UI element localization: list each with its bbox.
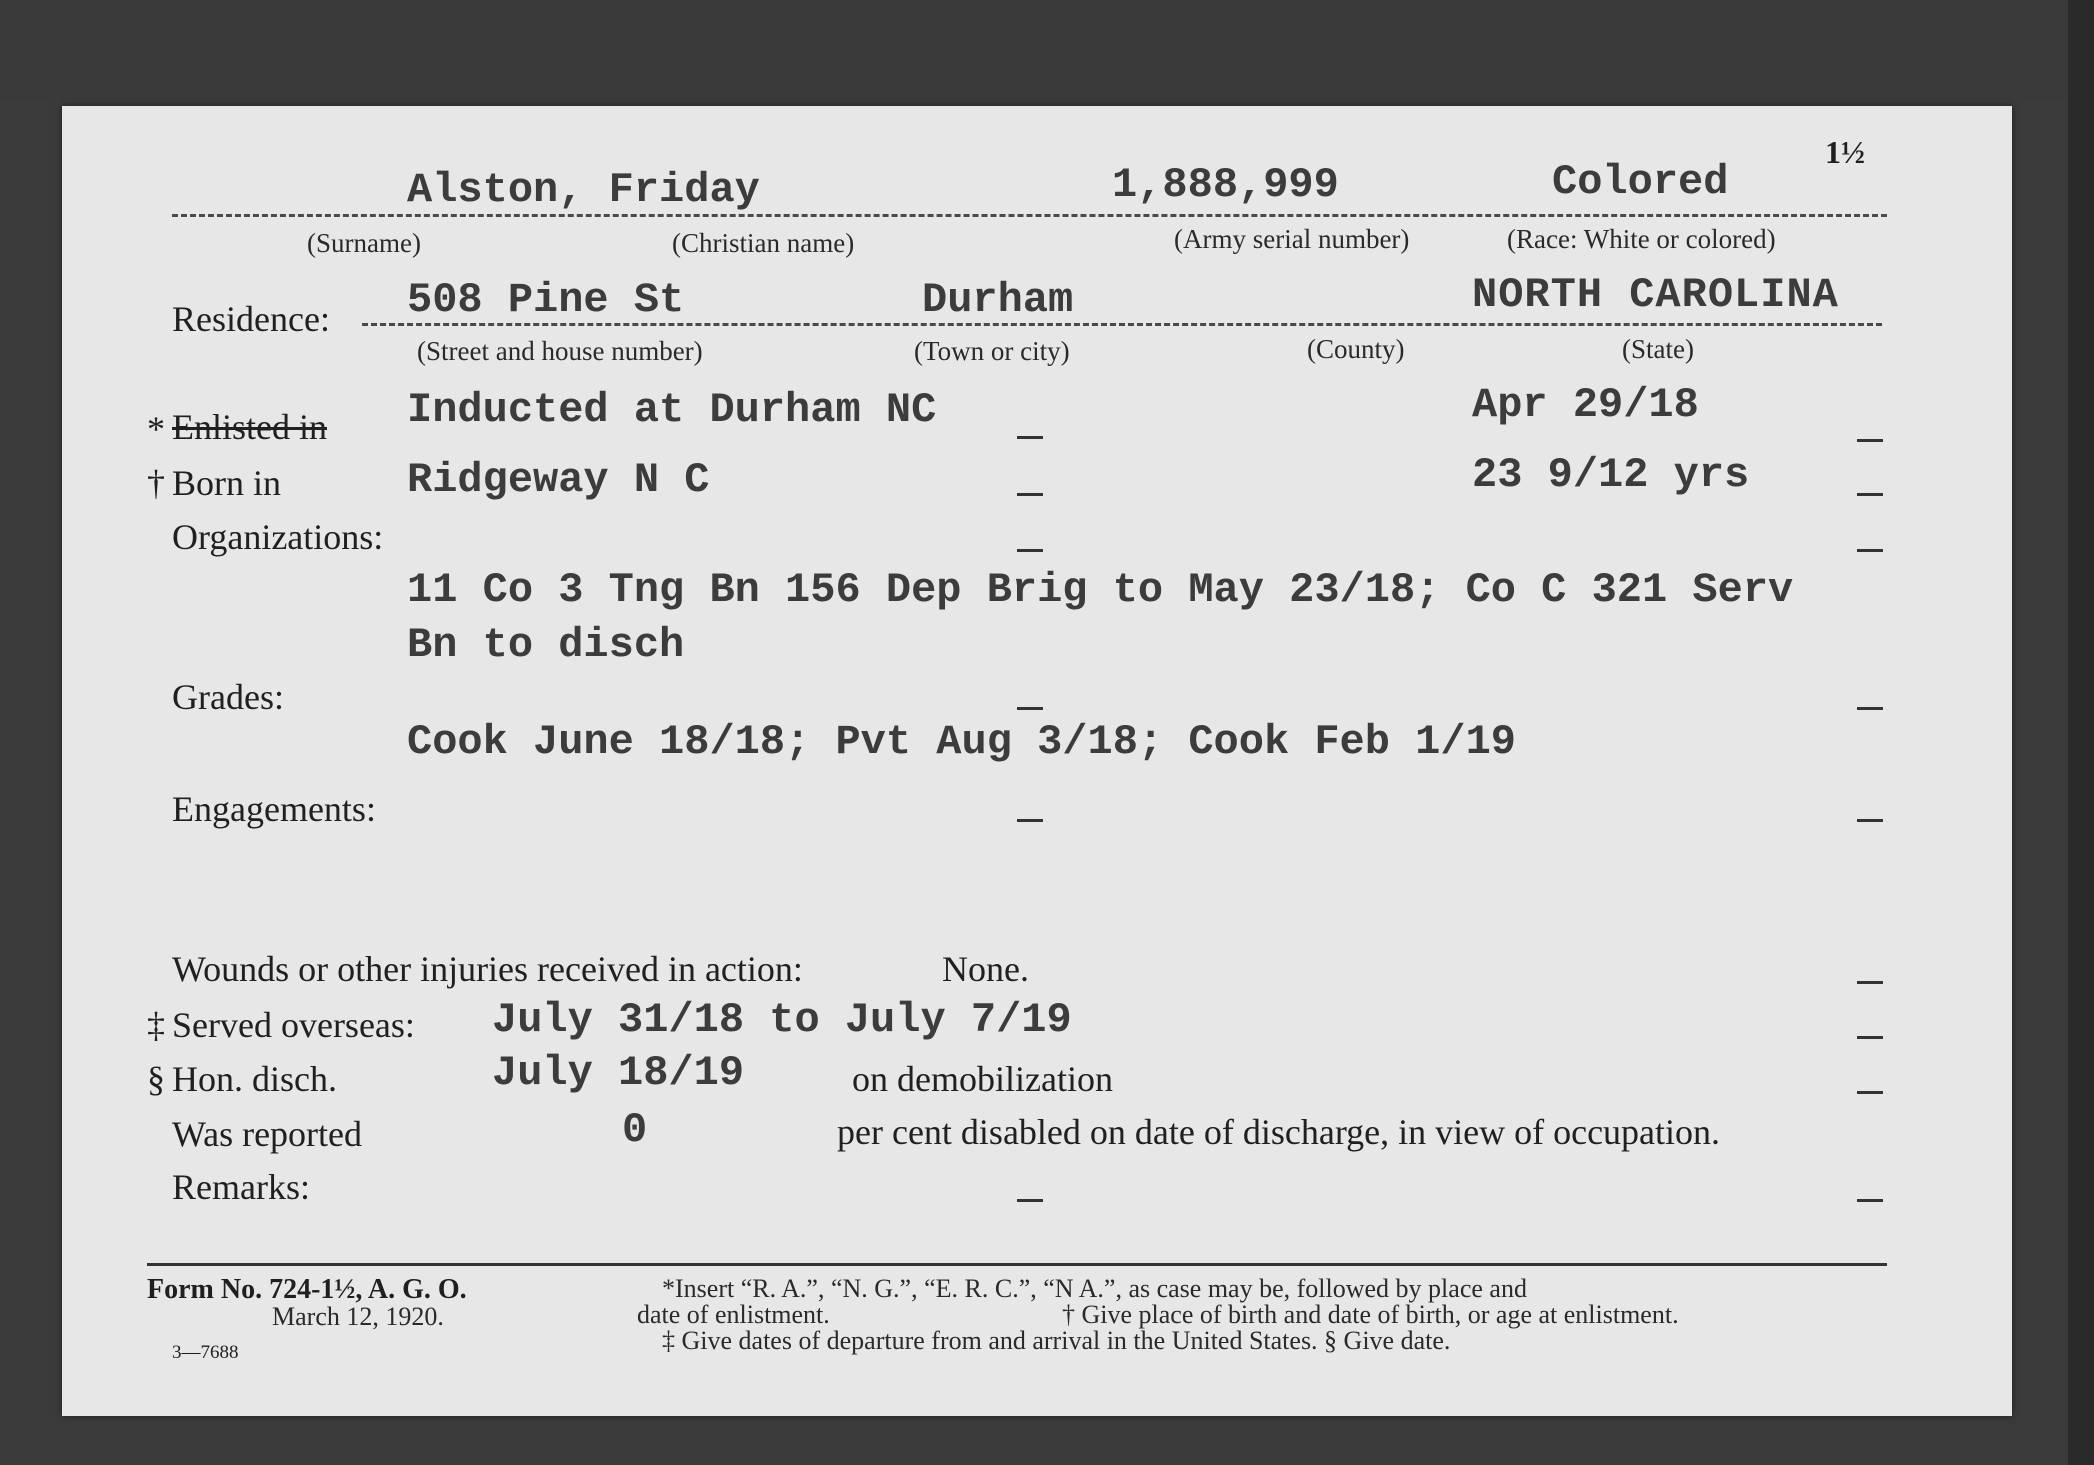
organizations-label: Organizations:: [172, 517, 384, 557]
born-marker: †: [147, 463, 165, 503]
tick-mid-3: [1017, 549, 1043, 552]
grades-label: Grades:: [172, 677, 284, 717]
grades-value: Cook June 18/18; Pvt Aug 3/18; Cook Feb 1/19: [407, 718, 1516, 766]
caption-race: (Race: White or colored): [1507, 224, 1776, 254]
organizations-line2: Bn to disch: [407, 621, 685, 669]
tick-mid-4: [1017, 707, 1043, 710]
tick-right-1: [1857, 439, 1883, 442]
born-age: 23 9/12 yrs: [1472, 451, 1750, 499]
corner-mark: 1½: [1825, 134, 1865, 170]
wounds-value: None.: [942, 949, 1029, 989]
tick-right-8: [1857, 1091, 1883, 1094]
reported-label: Was reported: [172, 1114, 363, 1154]
tick-right-2: [1857, 493, 1883, 496]
discharge-label: Hon. disch.: [172, 1059, 337, 1099]
name-dash-line: [172, 214, 1887, 217]
enlisted-marker: *: [147, 409, 165, 449]
caption-town: (Town or city): [914, 336, 1070, 366]
overseas-label: Served overseas:: [172, 1005, 415, 1045]
background-edge: [2068, 0, 2094, 1465]
tick-right-6: [1857, 981, 1883, 984]
tick-mid-9: [1017, 1199, 1043, 1202]
organizations-line1: 11 Co 3 Tng Bn 156 Dep Brig to May 23/18; Co C 321 Serv: [407, 566, 1794, 614]
background-top: [0, 0, 2094, 100]
residence-street: 508 Pine St: [407, 276, 685, 324]
tick-right-9: [1857, 1199, 1883, 1202]
discharge-value: July 18/19: [492, 1049, 745, 1097]
footnote-2b: † Give place of birth and date of birth, or age at enlistment.: [1062, 1300, 1679, 1329]
caption-state: (State): [1622, 334, 1694, 364]
wounds-label: Wounds or other injuries received in action:: [172, 949, 803, 989]
tick-mid-5: [1017, 819, 1043, 822]
surname-value: Alston, Friday: [407, 166, 760, 214]
serial-value: 1,888,999: [1112, 161, 1339, 209]
caption-surname: (Surname): [307, 228, 421, 258]
service-record-card: [62, 106, 2012, 1416]
reported-value: 0: [622, 1106, 648, 1154]
born-value: Ridgeway N C: [407, 456, 710, 504]
footnote-3: ‡ Give dates of departure from and arrival in the United States. § Give date.: [662, 1326, 1451, 1355]
footer-rule: [147, 1263, 1887, 1266]
enlisted-label: Enlisted in: [172, 407, 327, 447]
caption-christian: (Christian name): [672, 228, 855, 258]
form-date: March 12, 1920.: [272, 1302, 444, 1331]
caption-county: (County): [1307, 334, 1405, 364]
footnote-2a: date of enlistment.: [637, 1300, 830, 1329]
form-number: Form No. 724-1½, A. G. O.: [147, 1274, 467, 1305]
enlisted-value: Inducted at Durham NC: [407, 386, 937, 434]
tick-right-7: [1857, 1036, 1883, 1039]
residence-state: NORTH CAROLINA: [1472, 271, 1839, 319]
residence-dash-line: [362, 323, 1882, 326]
tick-mid-1: [1017, 436, 1043, 439]
discharge-note: on demobilization: [852, 1059, 1113, 1099]
born-label: Born in: [172, 463, 282, 503]
caption-street: (Street and house number): [417, 336, 703, 366]
tick-right-5: [1857, 819, 1883, 822]
reported-note: per cent disabled on date of discharge, in view of occupation.: [837, 1112, 1721, 1152]
overseas-value: July 31/18 to July 7/19: [492, 996, 1072, 1044]
residence-label: Residence:: [172, 299, 330, 339]
discharge-marker: §: [147, 1059, 165, 1099]
footnote-1: *Insert “R. A.”, “N. G.”, “E. R. C.”, “N A.”, as case may be, followed by place and: [662, 1274, 1527, 1303]
residence-town: Durham: [922, 276, 1074, 324]
remarks-label: Remarks:: [172, 1167, 310, 1207]
caption-serial: (Army serial number): [1174, 224, 1410, 254]
race-value: Colored: [1552, 158, 1729, 206]
tick-right-3: [1857, 549, 1883, 552]
engagements-label: Engagements:: [172, 789, 376, 829]
overseas-marker: ‡: [147, 1005, 165, 1045]
tick-mid-2: [1017, 493, 1043, 496]
print-code: 3—7688: [172, 1342, 239, 1363]
tick-right-4: [1857, 707, 1883, 710]
enlisted-date: Apr 29/18: [1472, 381, 1699, 429]
